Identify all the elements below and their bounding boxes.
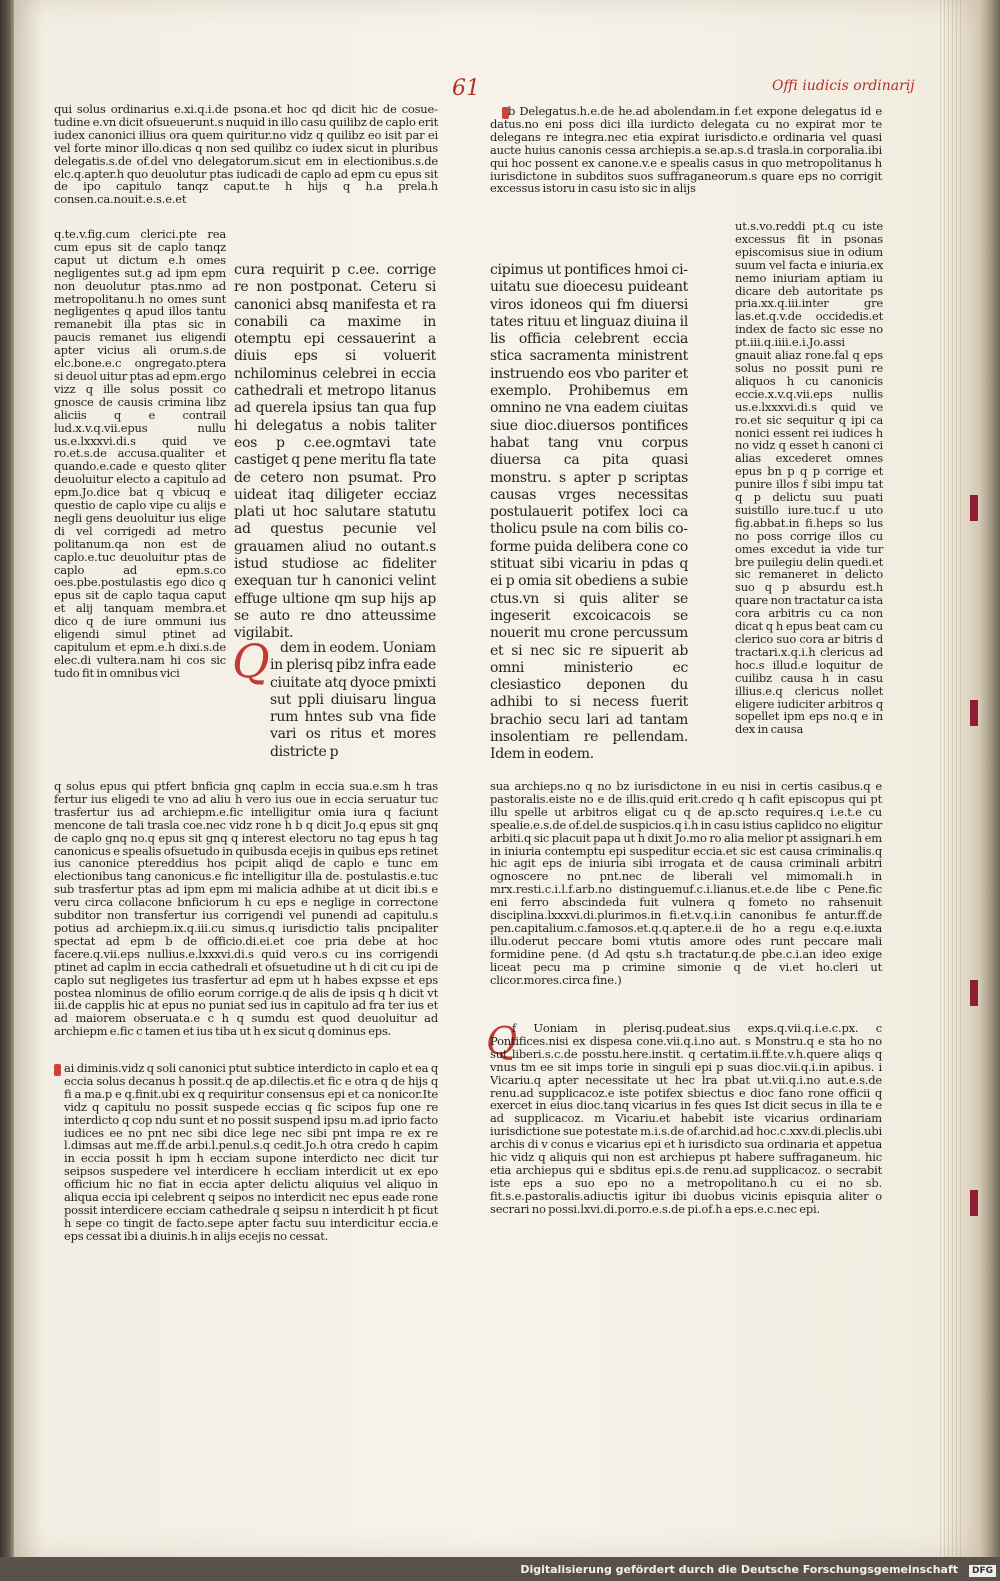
- gloss-left-bottom: q solus epus qui ptfert bnficia gnq caplm in eccia sua.e.sm h tras fertur ius eligedi te vno ad aliu h vero ius oue in eccia seruatur tuc trasfertur ius ad archiepm.e.fic intelligitur omia iura q faciunt mencone de tali trasla coe.nec vidz rone h b q dicit Jo.q epus sit gnq de caplo gnq no.q epus sit gnq q interest electoru no tag epus h tag canonicus e spealis ofsuetudo in quibusda ecejis in quibus eps retinet ius canonice ptereddius hos pcipit aliqd de caplo e tunc em electionibus tang canonicus.e fic intelligitur illa de. postulastis.e.tuc sub trasfertur ptas ad ipm epm mi malicia adhibe at ut dicit ibi.s e veru circa collacone bnficiorum h cu eps e neglige in correctone subditor non transfertur ius corrigendi vel punendi ad capitulu.s potius ad archiepm.ix.q.iii.cu simus.q iurisdictio talis pncipaliter spectat ad epm b de officio.di.ei.et coe pria debe at hoc facere.q.vii.eps nullius.e.lxxxvi.di.s quid vero.s cu ins corrigendi ptinet ad caplm in eccia cathedrali et ofsuetudine ut h di cit cu ipi de caplo sut negligetes ius trasfertur ad epm ut h habes expsse et eps postea nlominus de ofilio eorum corrige.q de alis de ipsis q h dicit vt iii.de capplis hic at epus no puniat sed ius in capitulo ad fra ter ius et ad maiorem obseruata.e c h q sumdu est quod deuoluitur ad archiepm e.fic c tamen et ius tiba ut h ex sicut q dominus eps.: [54, 779, 438, 1039]
- running-head: Offi iudicis ordinarij: [772, 78, 915, 94]
- gloss-left-narrow: q.te.v.fig.cum clerici.pte rea cum epus sit de caplo tanqz caput ut dictum e.h omes negligentes sut.g ad ipm epm non deuolutur ptas.nmo ad metropolitanu.h no omes sunt negligentes q apud illos tantu remanebit illa ptas sic in paucis remanet ius eligendi apter vicius ali orum.s.de elc.bone.e.c ongregato.ptera si deuol uitur ptas ad epm.ergo vizz q ille solus possit co gnosce de causis crimina libz aliciis q e contrail lud.x.v.q.vii.epus nullu us.e.lxxxvi.di.s quid ve ro.et.s.de accusa.qualiter et quando.e.cade e questo qliter deuoluitur electo a capitulo ad epm.Jo.dice bat q vbicuq e questio de caplo vipe cu alijs e negli gens deuoluitur ius elige di vel corrigedi ad metro politanum.qa non est de caplo.e.tuc deuoluitur ptas de caplo ad epm.s.co oes.pbe.postulastis ego dico q epus sit de caplo taqua caput et alij tanquam membra.et dico q de iure ommuni ius eligendi simul ptinet ad capitulum et epm.e.h dixi.s.de elec.di vultera.nam hi cos sic tudo fit in omnibus vici: [54, 227, 226, 680]
- scan-right-edge: [980, 0, 1000, 1581]
- initial-letter-q: Q: [232, 634, 270, 688]
- gloss-right-bottom-2: f Uoniam in plerisq.pudeat.sius exps.q.vii.q.i.e.c.px. c Pontifices.nisi ex dispesa cone.vii.q.i.no aut. s Monstru.q e sta ho no sut liberi.s.c.de posstu.here.instit. q certatim.ii.ff.te.v.h.quere aliqs q vnus tm ee sit imps torie in singuli epi p suas dioc.vii.q.i.in apibus. i Vicariu.q apter necessitate ut hec lra pbat ut.vii.q.i.no aut.e.s.de renu.ad supplicacoz.e iste potifex sbiectus e dioc fano rone officii q exercet in eius dioc.tanq vicarius in fes ques Ist dicit secus in illa te e ad supplicacoz. m Vicariu.et habebit iste vicarius ordinariam iurisdictione sue potestate m.i.s.de of.archid.ad hoc.c.xxv.di.pleclis.ubi archis di v conus e vicarius epi et h iurisdicto sua ordinaria et appetua hic vidz q aliquis qui non est archiepus pt habere suffraganeum. hic etia archiepus qui e sbditus epi.s.de renu.ad supplicacoz. o secrabit iste eps a suo epo no a metropolitano.h cu ei no sb. fit.s.e.pastoralis.adiuctis igitur ibi duobus vicinis episquia aliter o secrari no possi.lxvi.di.porro.e.s.de pi.of.h a eps.e.c.nec epi.: [490, 1021, 882, 1216]
- page-edge-lines: [940, 0, 962, 1557]
- folio-number: 61: [452, 76, 480, 101]
- gloss-right-bottom: sua archieps.no q no bz iurisdictone in eu nisi in certis casibus.q e pastoralis.eiste no e de illis.quid erit.credo q h cafit episcopus qui pt illu spelle ut arbitros eligat cu q de ap.scto requires.q i.e.t.e cu spealie.e.s.de of.del.de suspicios.q i.h in casu istius caplidco no eligitur arbiti.q sic placuit papa ut h dixit Jo.mo ro alia melior pt assignari.h em in iniuria contemptu epi suspeditur eccia.et sic est causa criminalis.q hic agit eps de iniuria sibi irrogata et de causa criminali arbitri ognoscere no pnt.nec de liberali vel mimomali.h in mrx.resti.c.i.l.f.arb.no distinguemuf.c.i.lianus.et.e.de libe c Pene.fic eni ferro abscindeda fuit vulnera q fometo no rahsenuit disciplina.lxxxvi.di.plurimos.in fi.et.v.q.i.in canonibus fe antur.ff.de pen.capitalium.c.famosos.et.q.q.apter.e.ii de ho a regu e.q.e.iuxta illu.oderut peccare bomi vtutis amore odes runt peccare mali formidine pene. (d Ad qstu s.h tractatur.q.de pbe.c.i.an ideo exige liceat pecu ma p crimine simonie q de vi.et ho.cleri ut clicor.mores.circa fine.): [490, 779, 882, 987]
- page-marker-tab: [970, 495, 978, 521]
- gloss-left-top: qui solus ordinarius e.xi.q.i.de psona.et hoc qd dicit hic de cosuetudine e.vn dicit ofsueuerunt.s nuquid in illo casu quilibz de caplo erit iudex canonici illius ora quem quiritur.no vidz q quilibz eo isit par ei vel forte minor illo.dicas q non sed quilibz co iudex sicut in pluribus delegatis.s.de of.del vno delegatorum.sicut em in electionibus.s.de elc.q.apter.h quo deuolutur ptas iudicadi de caplo ad epm cu epus sit de ipo capitulo tanqz caput.te h hijs q h.a prela.h consen.ca.nouit.e.s.e.et: [54, 102, 438, 207]
- dfg-logo: DFG: [969, 1565, 996, 1577]
- initial-letter-q-small: Q: [486, 1019, 518, 1063]
- page-marker-tab: [970, 700, 978, 726]
- page-marker-tab: [970, 1190, 978, 1216]
- main-text-quoniam: dem in eodem. Uoniam in plerisq pibz infra eade ciuitate atq dyoce pmixti sut ppli diuisaru lingua rum hntes sub vna fide vari os ritus et mores districte p: [270, 640, 436, 760]
- funding-credit: Digitalisierung gefördert durch die Deutsche Forschungsgemeinschaft: [520, 1563, 958, 1576]
- main-text-column-right: cipimus ut pontifices hmoi ciuitatu sue dioecesu puideant viros idoneos qui fm diuersi tates rituu et linguaz diuina il lis officia celebrent eccia stica sacramenta ministrent instruendo eos vbo pariter et exemplo. Prohibemus em omnino ne vna eadem ciuitas siue dioc.diuersos pontifices habat tang vnu corpus diuersa ca pita quasi monstru. s apter p scriptas causas vrges necessitas postulauerit potifex loci ca tholicu psule na com bilis coforme puida delibera cone co stituat sibi vicariu in pdas q ei p omia sit obediens a subie ctus.vn si quis aliter se ingeserit excoicacois se nouerit mu crone percussum et si nec sic re sipuerit ab omni ministerio ec clesiastico deponen du adhibi to si necess fuerit brachio secu lari ad tantam insolentiam re pellendam. Idem in eodem.: [490, 262, 688, 763]
- page-marker-tab: [970, 980, 978, 1006]
- gloss-right-top: b Delegatus.h.e.de he.ad abolendam.in f.et expone delegatus id e datus.no eni poss dici illa iurdicto delegata cu no expirat mor te delegans re integra.nec etia expirat iurisdicto.e ordinaria vel quasi aucte huius canonis cessa archiepis.a se.ap.s.d trasla.in corporalia.ibi qui hoc possent ex canone.v.e e spealis casus in quo metropolitanus h iurisdictone in subditos suos suffraganeorum.s quare eps no corrigit excessus istoru in casu isto sic in alijs: [490, 104, 882, 196]
- paragraph-mark: [54, 1064, 61, 1076]
- main-text-column-left: cura requirit p c.ee. corrige re non postponat. Ceteru si canonici absq manifesta et ra conabili ca maxime in otemptu epi cessauerint a diuis eps si voluerit nchilominus celebrei in eccia cathedrali et metropo litanus ad querela ipsius tan qua fup hi delegatus a nobis taliter eos p c.ee.ogmtavi tate castiget q pene meritu fla tate de cetero non psumat. Pro uideat itaq diligeter ecciaz plati ut hoc salutare statutu ad questus pecunie vel grauamen aliud no outant.s istud studiose ac fideliter exequan tur h canonici velint effuge ultione qm sup hijs ap se auto re dno atteussime vigilabit.: [234, 262, 436, 642]
- gloss-right-narrow: ut.s.vo.reddi pt.q cu iste excessus fit in psonas episcomisus siue in odium suum vel facta e iniuria.ex nemo iniuriam aptiam iu dicare deb autoritate ps pria.xx.q.iii.inter gre las.et.q.v.de occidedis.et index de facto sic esse no pt.iii.q.iiii.e.i.Jo.assi gnauit aliaz rone.fal q eps solus no possit puni re aliquos h cu canonicis eccie.x.v.q.vii.eps nullis us.e.lxxxvi.di.s quid ve ro.et sic sequitur q ipi ca nonici essent rei iudices h no vidz q esset h canoni ci alias excederet omnes epus bn p q p corrige et punire illos f sibi impu tat q p delictu suu puati suistillo iure.tuc.f u uto fig.abbat.in fi.heps so lus no poss corrige illos cu omes excedut ia vide tur bre puilegiu delin quedi.et sic remaneret in delicto suo q p absurdu est.h quare non tractatur ca ista cora arbitris cu ca non dicat q h epus beat cam cu clerico suo cora ar bitris d tractari.x.q.i.h clericus ad hoc.s illud.e loquitur de cuilibz causa h in casu illius.e.q clericus nollet eligere iudiciter arbitros q sopellet ipm eps no.q e in dex in causa: [735, 219, 883, 737]
- gloss-left-bottom-2: ai diminis.vidz q soli canonici ptut subtice interdicto in caplo et ea q eccia solus decanus h possit.q de ap.dilectis.et fic e otra q de hijs q fi a ma.p e q.finit.ubi ex q requiritur consensus epi et ca nonicor.Ite vidz q capitulu no possit suspede eccias q fic scipos fup one re interdicto q cop ndu sunt et no possit suspend ipsu m.ad iprio facto iudices ee no pnt nec sibi dice lege nec sibi pnt impa re ex re l.dimsas aut me.ff.de arbi.l.penul.s.q cedit.Jo.h otra credo h capim in eccia possit h ipm h ecciam supone interdicto nec dicit tur seipsos suspedere vel interdicere h eccliam interdicit ut ex epo officium hic no fiat in eccia apter delictu aliquius vel aliquo in aliqua eccia ipi celebrent q seipos no interdicit nec epus eade rone possit interdicere ecciam cathedrale q seipsu n interdicit h pt ficut h sepe co tingit de facto.sepe apter factu suu interdicitur eccia.e eps cessat ibi a diuinis.h in alijs ecejis no cessat.: [64, 1061, 438, 1243]
